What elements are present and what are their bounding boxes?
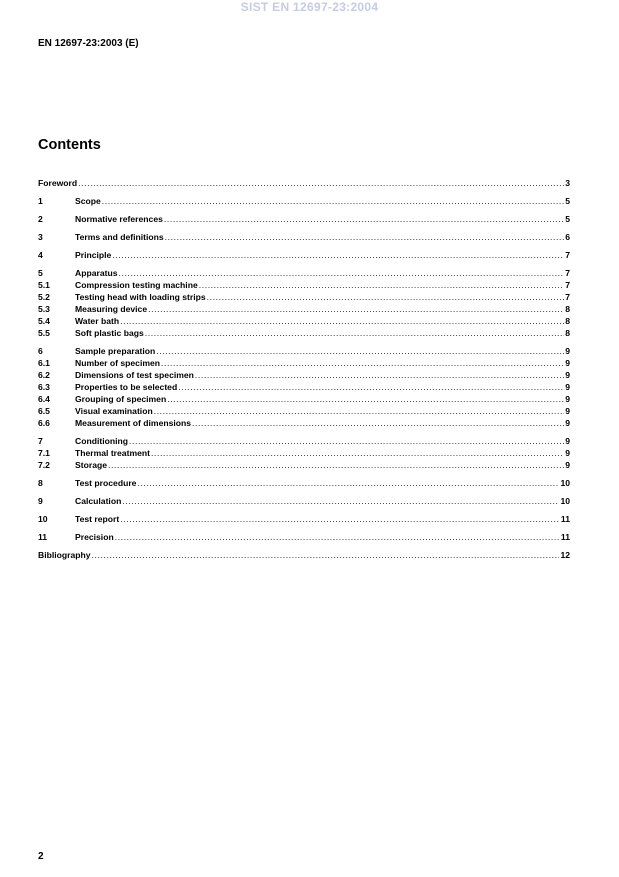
toc-entry-number: 5.4 [38, 316, 50, 326]
toc-entry-title: Precision [75, 532, 114, 542]
toc-entry-page: 9 [565, 358, 570, 368]
toc-entry[interactable] [38, 357, 570, 369]
toc-entry[interactable] [38, 495, 570, 507]
toc-entry-title: Soft plastic bags [75, 328, 144, 338]
toc-entry[interactable] [38, 405, 570, 417]
toc-entry[interactable] [38, 417, 570, 429]
toc-entry-title: Measuring device [75, 304, 148, 314]
toc-entry-number: 5.5 [38, 328, 50, 338]
toc-entry-page: 5 [565, 214, 570, 224]
toc-entry-title: Thermal treatment [75, 448, 150, 458]
toc-entry[interactable] [38, 393, 570, 405]
toc-entry-number: 5.2 [38, 292, 50, 302]
toc-dot-leader [108, 459, 564, 471]
toc-entry[interactable] [38, 369, 570, 381]
toc-entry[interactable] [38, 315, 570, 327]
document-id: EN 12697-23:2003 (E) [38, 38, 139, 49]
toc-entry-title: Scope [75, 196, 101, 206]
toc-dot-leader [167, 393, 564, 405]
toc-entry-number: 6.3 [38, 382, 50, 392]
toc-entry-number: 1 [38, 196, 43, 206]
toc-entry-page: 9 [565, 418, 570, 428]
toc-dot-leader [148, 303, 564, 315]
toc-dot-leader [161, 357, 564, 369]
toc-entry-page: 9 [565, 436, 570, 446]
toc-entry-number: 6.2 [38, 370, 50, 380]
toc-entry-page: 9 [565, 460, 570, 470]
toc-entry-title: Number of specimen [75, 358, 161, 368]
toc-entry-title: Conditioning [75, 436, 128, 446]
toc-entry-number: 6.4 [38, 394, 50, 404]
toc-dot-leader [145, 327, 564, 339]
toc-entry-title: Test procedure [75, 478, 137, 488]
toc-entry-page: 11 [560, 532, 570, 542]
toc-entry-title: Visual examination [75, 406, 153, 416]
toc-entry-title: Dimensions of test specimen [75, 370, 194, 380]
toc-entry[interactable] [38, 447, 570, 459]
toc-entry[interactable] [38, 477, 570, 489]
toc-entry-page: 8 [565, 328, 570, 338]
toc-dot-leader [154, 405, 565, 417]
toc-entry-page: 8 [565, 316, 570, 326]
toc-entry-page: 9 [565, 346, 570, 356]
toc-entry-page: 6 [565, 232, 570, 242]
toc-dot-leader [129, 435, 564, 447]
watermark: SIST EN 12697-23:2004 [240, 0, 379, 14]
toc-entry-number: 3 [38, 232, 43, 242]
toc-dot-leader [165, 231, 565, 243]
toc-entry-page: 8 [565, 304, 570, 314]
toc-entry[interactable] [38, 345, 570, 357]
toc-dot-leader [192, 417, 564, 429]
toc-entry-page: 7 [565, 268, 570, 278]
toc-entry-title: Storage [75, 460, 107, 470]
toc-entry[interactable] [38, 513, 570, 525]
toc-dot-leader [207, 291, 565, 303]
toc-entry-title: Properties to be selected [75, 382, 178, 392]
toc-entry-title: Apparatus [75, 268, 118, 278]
contents-heading: Contents [38, 137, 101, 153]
toc-entry-number: 5 [38, 268, 43, 278]
toc-entry-title: Sample preparation [75, 346, 156, 356]
toc-entry[interactable] [38, 549, 570, 561]
toc-entry-number: 6.6 [38, 418, 50, 428]
toc-entry-number: 4 [38, 250, 43, 260]
toc-dot-leader [164, 213, 564, 225]
toc-entry[interactable] [38, 327, 570, 339]
toc-dot-leader [112, 249, 564, 261]
toc-entry-title: Testing head with loading strips [75, 292, 206, 302]
toc-entry-number: 6.1 [38, 358, 50, 368]
toc-entry-title: Principle [75, 250, 112, 260]
toc-entry-title: Grouping of specimen [75, 394, 167, 404]
toc-dot-leader [156, 345, 564, 357]
toc-entry-title: Compression testing machine [75, 280, 198, 290]
toc-entry-title: Terms and definitions [75, 232, 164, 242]
toc-entry[interactable] [38, 249, 570, 261]
toc-dot-leader [178, 381, 564, 393]
toc-dot-leader [119, 267, 565, 279]
toc-entry-number: 6.5 [38, 406, 50, 416]
toc-entry[interactable] [38, 267, 570, 279]
toc-dot-leader [92, 549, 560, 561]
toc-dot-leader [120, 315, 564, 327]
toc-entry-number: 7 [38, 436, 43, 446]
toc-entry-title: Water bath [75, 316, 120, 326]
toc-dot-leader [115, 531, 560, 543]
toc-entry-title: Bibliography [38, 550, 91, 560]
toc-entry-number: 2 [38, 214, 43, 224]
toc-entry[interactable] [38, 303, 570, 315]
toc-entry-page: 9 [565, 382, 570, 392]
toc-dot-leader [195, 369, 564, 381]
toc-dot-leader [199, 279, 564, 291]
toc-entry[interactable] [38, 459, 570, 471]
table-of-contents [38, 177, 570, 561]
toc-entry-number: 6 [38, 346, 43, 356]
toc-entry-page: 9 [565, 406, 570, 416]
toc-dot-leader [120, 513, 560, 525]
toc-entry-page: 10 [560, 478, 570, 488]
toc-entry[interactable] [38, 177, 570, 189]
toc-entry-title: Foreword [38, 178, 78, 188]
toc-entry-page: 9 [565, 394, 570, 404]
toc-entry[interactable] [38, 435, 570, 447]
toc-entry-page: 7 [565, 250, 570, 260]
toc-entry[interactable] [38, 291, 570, 303]
toc-entry[interactable] [38, 213, 570, 225]
toc-entry-number: 11 [38, 532, 48, 542]
toc-entry-page: 3 [565, 178, 570, 188]
toc-entry[interactable] [38, 381, 570, 393]
toc-dot-leader [151, 447, 564, 459]
toc-entry-title: Normative references [75, 214, 163, 224]
toc-entry[interactable] [38, 195, 570, 207]
toc-dot-leader [122, 495, 559, 507]
toc-entry-number: 7.2 [38, 460, 50, 470]
toc-entry-page: 9 [565, 448, 570, 458]
toc-entry-title: Test report [75, 514, 120, 524]
toc-dot-leader [137, 477, 559, 489]
toc-entry[interactable] [38, 231, 570, 243]
toc-entry-title: Calculation [75, 496, 122, 506]
toc-dot-leader [102, 195, 564, 207]
toc-entry[interactable] [38, 279, 570, 291]
toc-entry-title: Measurement of dimensions [75, 418, 192, 428]
toc-entry-number: 5.1 [38, 280, 50, 290]
toc-entry-page: 5 [565, 196, 570, 206]
toc-entry-page: 11 [560, 514, 570, 524]
toc-entry-number: 9 [38, 496, 43, 506]
toc-entry-page: 9 [565, 370, 570, 380]
toc-entry-number: 10 [38, 514, 48, 524]
toc-entry-page: 12 [560, 550, 570, 560]
toc-entry-number: 8 [38, 478, 43, 488]
toc-entry-number: 7.1 [38, 448, 50, 458]
toc-entry-page: 7 [565, 292, 570, 302]
toc-entry-number: 5.3 [38, 304, 50, 314]
toc-entry-page: 10 [560, 496, 570, 506]
toc-dot-leader [78, 177, 564, 189]
toc-entry-page: 7 [565, 280, 570, 290]
toc-entry[interactable] [38, 531, 570, 543]
page-number: 2 [38, 851, 44, 862]
